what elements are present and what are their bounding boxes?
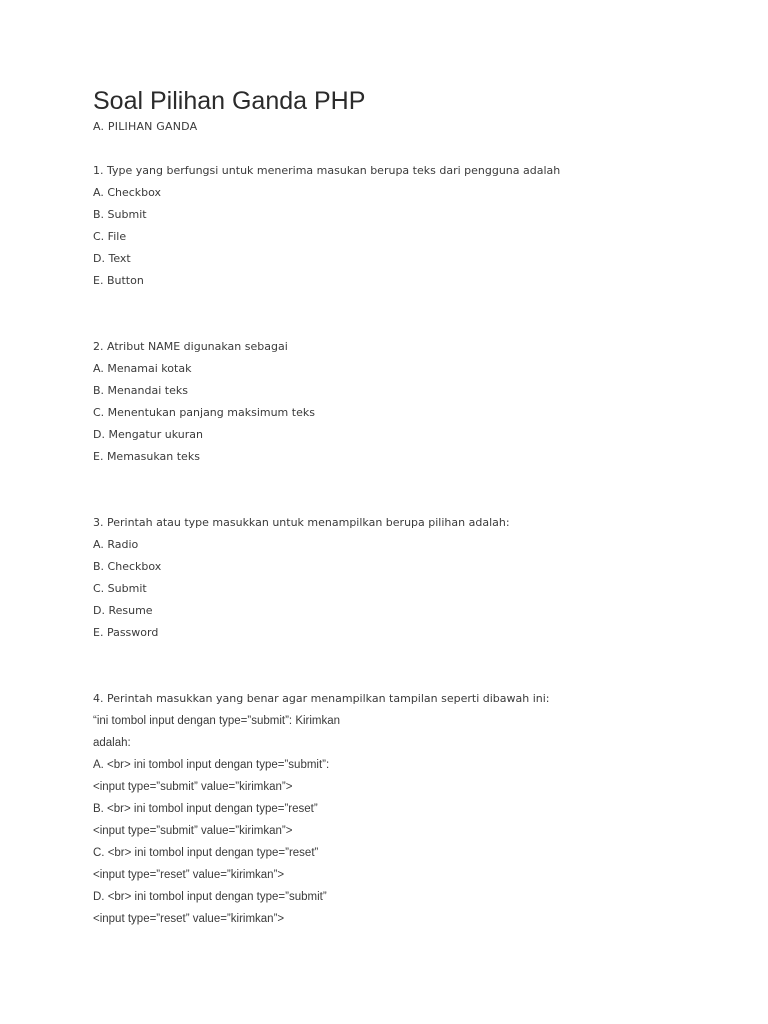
document-page bbox=[93, 86, 733, 930]
answer-option: A. Checkbox bbox=[93, 186, 162, 199]
answer-option: C. <br> ini tombol input dengan type=”reset” bbox=[93, 847, 319, 859]
answer-option: B. <br> ini tombol input dengan type=”reset” bbox=[93, 803, 318, 815]
answer-option: C. Menentukan panjang maksimum teks bbox=[93, 406, 315, 419]
answer-option: D. Text bbox=[93, 252, 131, 265]
answer-option: B. Checkbox bbox=[93, 560, 162, 573]
answer-code-line: <input type=”reset” value=”kirimkan”> bbox=[93, 869, 285, 881]
question-4 bbox=[93, 688, 733, 930]
question-stem: 4. Perintah masukkan yang benar agar menampilkan tampilan seperti dibawah ini: bbox=[93, 692, 550, 705]
answer-option: B. Submit bbox=[93, 208, 147, 221]
answer-option: E. Password bbox=[93, 626, 159, 639]
question-stem: 2. Atribut NAME digunakan sebagai bbox=[93, 340, 288, 353]
answer-option: A. Radio bbox=[93, 538, 139, 551]
answer-code-line: <input type=”submit” value=”kirimkan”> bbox=[93, 781, 293, 793]
answer-option: D. <br> ini tombol input dengan type=”submit” bbox=[93, 891, 327, 903]
answer-option: E. Memasukan teks bbox=[93, 450, 200, 463]
question-1 bbox=[93, 160, 733, 292]
question-3 bbox=[93, 512, 733, 644]
section-heading: A. PILIHAN GANDA bbox=[93, 120, 198, 133]
question-tail: adalah: bbox=[93, 737, 131, 749]
answer-option: D. Mengatur ukuran bbox=[93, 428, 203, 441]
answer-code-line: <input type=”reset” value=”kirimkan”> bbox=[93, 913, 285, 925]
answer-option: D. Resume bbox=[93, 604, 153, 617]
answer-option: B. Menandai teks bbox=[93, 384, 188, 397]
example-output: “ini tombol input dengan type=”submit”: Kirimkan bbox=[93, 715, 341, 727]
question-2 bbox=[93, 336, 733, 468]
question-stem: 1. Type yang berfungsi untuk menerima masukan berupa teks dari pengguna adalah bbox=[93, 164, 561, 177]
page-title: Soal Pilihan Ganda PHP bbox=[93, 87, 366, 115]
question-stem: 3. Perintah atau type masukkan untuk menampilkan berupa pilihan adalah: bbox=[93, 516, 510, 529]
answer-code-line: <input type=”submit” value=”kirimkan”> bbox=[93, 825, 293, 837]
answer-option: C. File bbox=[93, 230, 127, 243]
answer-option: E. Button bbox=[93, 274, 144, 287]
answer-option: A. Menamai kotak bbox=[93, 362, 192, 375]
answer-option: A. <br> ini tombol input dengan type=”submit”: bbox=[93, 759, 330, 771]
answer-option: C. Submit bbox=[93, 582, 147, 595]
